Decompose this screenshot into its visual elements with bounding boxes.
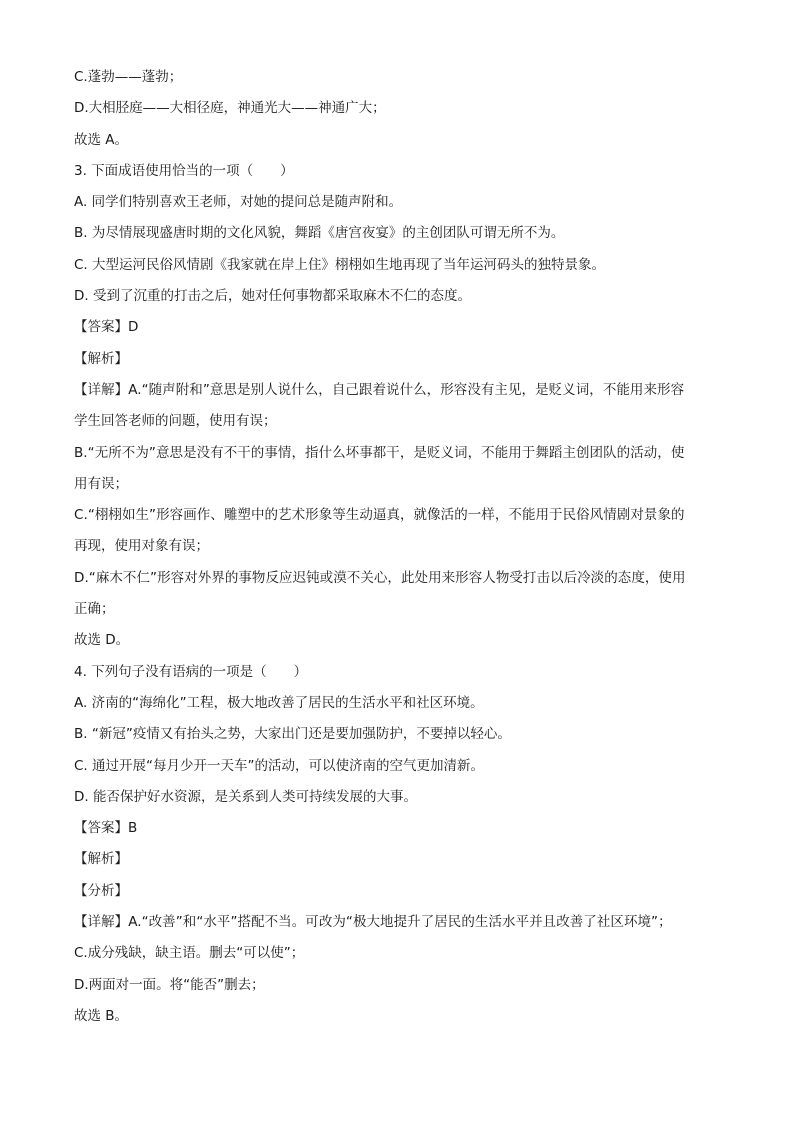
text-line: D.两面对一面。将“能否”删去； bbox=[74, 976, 265, 993]
text-line: D.“麻木不仁”形容对外界的事物反应迟钝或漠不关心，此处用来形容人物受打击以后冷淡的态度，使用 bbox=[74, 569, 686, 586]
text-line: 学生回答老师的问题，使用有误； bbox=[74, 413, 277, 430]
text-line: 【详解】A.“改善”和“水平”搭配不当。可改为“极大地提升了居民的生活水平并且改善了社区环境”； bbox=[74, 914, 672, 931]
question-4-option-b: B. “新冠”疫情又有抬头之势，大家出门还是要加强防护，不要掉以轻心。 bbox=[74, 726, 511, 743]
question-3-option-b: B. 为尽情展现盛唐时期的文化风貌，舞蹈《唐宫夜宴》的主创团队可谓无所不为。 bbox=[74, 225, 565, 242]
question-4-option-a: A. 济南的“海绵化”工程，极大地改善了居民的生活水平和社区环境。 bbox=[74, 694, 484, 711]
text-line: C.成分残缺，缺主语。删去“可以使”； bbox=[74, 945, 305, 962]
question-4-option-d: D. 能否保护好水资源，是关系到人类可持续发展的大事。 bbox=[74, 788, 417, 805]
text-line: 【详解】A.“随声附和”意思是别人说什么，自己跟着说什么，形容没有主见，是贬义词，不能用来形容 bbox=[74, 381, 685, 398]
question-3-option-a: A. 同学们特别喜欢王老师，对她的提问总是随声附和。 bbox=[74, 194, 403, 211]
question-4-answer: 【答案】B bbox=[74, 820, 138, 837]
text-line: B.“无所不为”意思是没有不干的事情，指什么坏事都干，是贬义词，不能用于舞蹈主创团队的活动，使 bbox=[74, 444, 685, 461]
text-line: 正确； bbox=[74, 601, 115, 618]
question-3-answer: 【答案】D bbox=[74, 319, 139, 336]
text-line: D.大相胫庭——大相径庭，神通光大——神通广大； bbox=[74, 100, 386, 117]
question-4-stem: 4. 下列句子没有语病的一项是（ ） bbox=[74, 663, 308, 680]
question-3-stem: 3. 下面成语使用恰当的一项（ ） bbox=[74, 162, 294, 179]
text-line: C.蓬勃——蓬勃； bbox=[74, 69, 183, 85]
document-page bbox=[74, 62, 734, 1032]
question-4-option-c: C. 通过开展“每月少开一天车”的活动，可以使济南的空气更加清新。 bbox=[74, 757, 484, 774]
question-4-analysis-subheading: 【分析】 bbox=[74, 882, 128, 899]
question-3-analysis-heading: 【解析】 bbox=[74, 350, 128, 367]
question-3-option-d: D. 受到了沉重的打击之后，她对任何事物都采取麻木不仁的态度。 bbox=[74, 288, 471, 305]
text-line: 故选 A。 bbox=[74, 131, 129, 148]
question-4-analysis-heading: 【解析】 bbox=[74, 851, 128, 868]
text-line: 用有误； bbox=[74, 475, 128, 492]
text-line: 故选 D。 bbox=[74, 632, 130, 649]
question-3-option-c: C. 大型运河民俗风情剧《我家就在岸上住》栩栩如生地再现了当年运河码头的独特景象。 bbox=[74, 256, 606, 273]
text-line: C.“栩栩如生”形容画作、雕塑中的艺术形象等生动逼真，就像活的一样，不能用于民俗风情剧对景象的 bbox=[74, 507, 685, 524]
text-line: 故选 B。 bbox=[74, 1007, 129, 1024]
text-line: 再现，使用对象有误； bbox=[74, 538, 209, 555]
